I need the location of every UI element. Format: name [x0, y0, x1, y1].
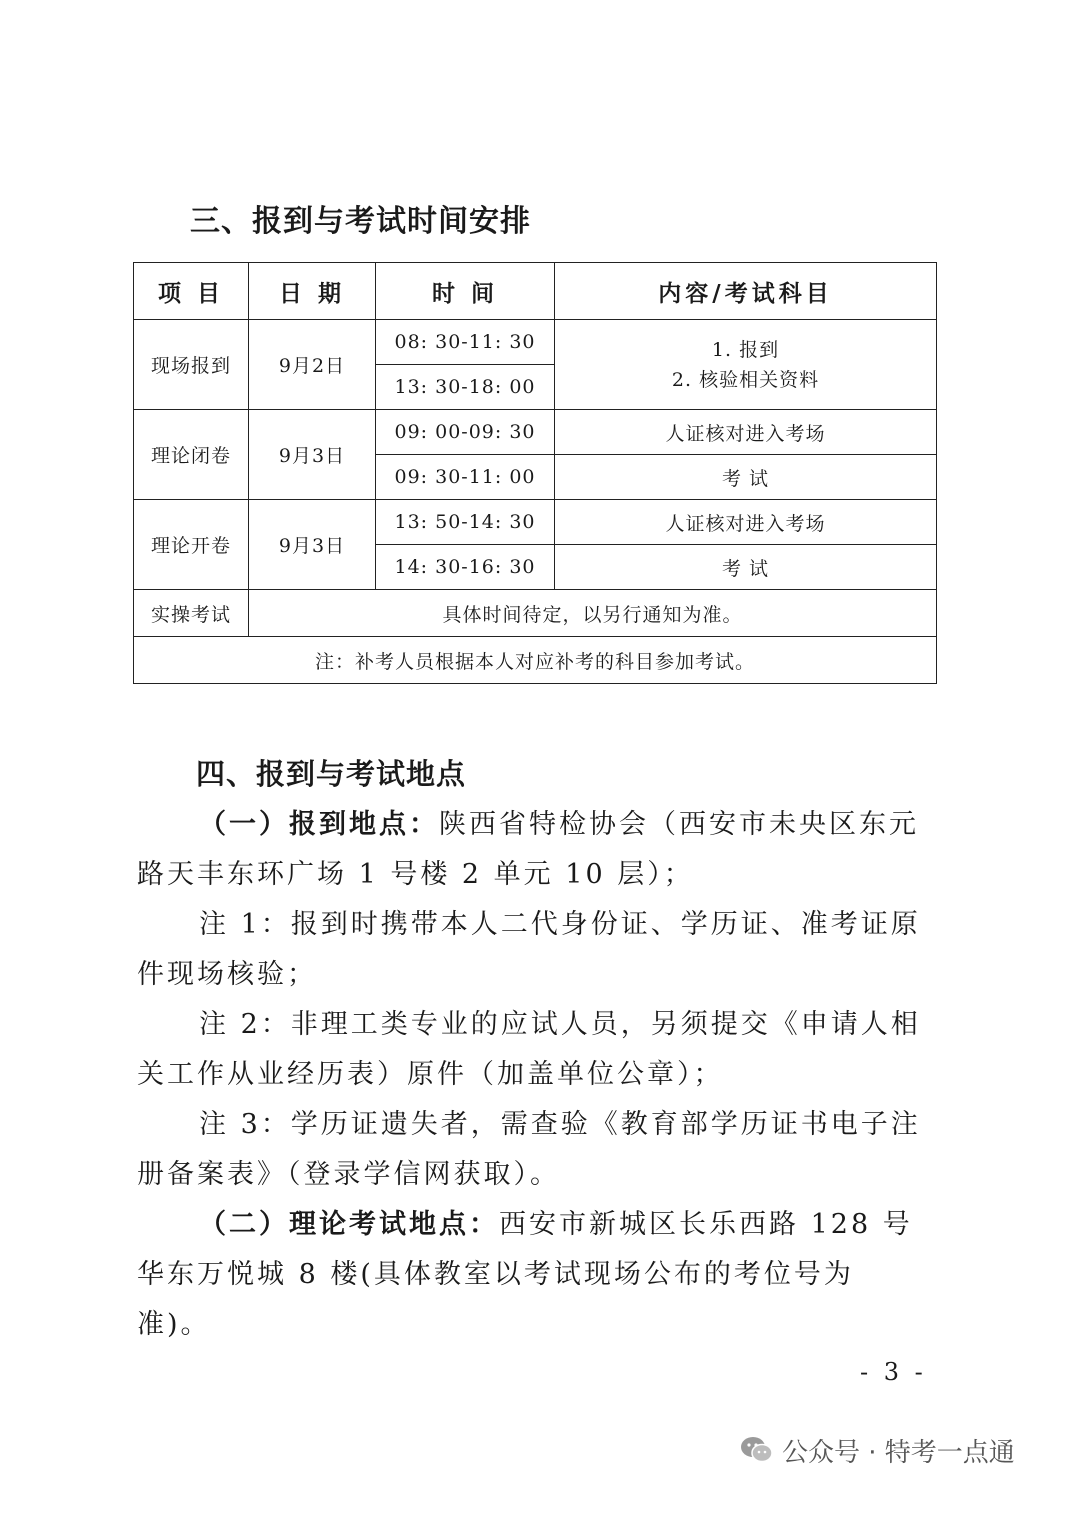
row-content: 人证核对进入考场 [555, 500, 937, 545]
registration-location [137, 800, 927, 900]
exam-location [137, 1200, 927, 1350]
exam-location-label: （二）理论考试地点： [199, 1209, 499, 1240]
table-row [134, 320, 937, 365]
table-row-practical [134, 590, 937, 637]
page-number: - 3 - [860, 1358, 927, 1386]
row-content [555, 320, 937, 410]
registration-location-text: 陕西省特检协会（西安市未央区东元路天丰东环广场 1 号楼 2 单元 10 层）； [137, 809, 919, 890]
table-row [134, 500, 937, 545]
row-content: 考 试 [555, 545, 937, 590]
row-time: 14: 30-16: 30 [376, 545, 555, 590]
practical-item: 实操考试 [134, 590, 249, 637]
note-2: 注 2：非理工类专业的应试人员，另须提交《申请人相关工作从业经历表）原件（加盖单位公章）； [137, 1009, 921, 1090]
row-time: 13: 30-18: 00 [376, 365, 555, 410]
registration-location-label: （一）报到地点： [199, 809, 439, 840]
table-row [134, 410, 937, 455]
content-line: 1. 报到 [711, 338, 780, 361]
section-4-title: 四、报到与考试地点 [196, 757, 467, 791]
row-item: 现场报到 [134, 320, 249, 410]
row-time: 09: 00-09: 30 [376, 410, 555, 455]
note-3: 注 3：学历证遗失者，需查验《教育部学历证书电子注册备案表》（登录学信网获取）。 [137, 1109, 921, 1190]
table-note: 注：补考人员根据本人对应补考的科目参加考试。 [134, 637, 937, 684]
exam-location-text: 西安市新城区长乐西路 128 号华东万悦城 8 楼(具体教室以考试现场公布的考位号为准)。 [137, 1209, 913, 1340]
section-3-title: 三、报到与考试时间安排 [190, 204, 531, 239]
header-content: 内容/考试科目 [555, 263, 937, 320]
schedule-table [133, 262, 937, 684]
header-time: 时 间 [376, 263, 555, 320]
note-1: 注 1：报到时携带本人二代身份证、学历证、准考证原件现场核验； [137, 909, 921, 990]
table-header-row [134, 263, 937, 320]
footer-watermark [740, 1430, 1015, 1470]
row-date: 9月2日 [249, 320, 376, 410]
header-date: 日 期 [249, 263, 376, 320]
table-row-note [134, 637, 937, 684]
row-item: 理论开卷 [134, 500, 249, 590]
row-content: 人证核对进入考场 [555, 410, 937, 455]
row-content: 考 试 [555, 455, 937, 500]
wechat-icon [740, 1436, 774, 1464]
practical-text: 具体时间待定，以另行通知为准。 [249, 590, 937, 637]
row-time: 09: 30-11: 00 [376, 455, 555, 500]
header-item: 项 目 [134, 263, 249, 320]
row-time: 13: 50-14: 30 [376, 500, 555, 545]
row-date: 9月3日 [249, 410, 376, 500]
footer-text: 公众号 · 特考一点通 [782, 1437, 1015, 1468]
row-date: 9月3日 [249, 500, 376, 590]
row-item: 理论闭卷 [134, 410, 249, 500]
row-time: 08: 30-11: 30 [376, 320, 555, 365]
content-line: 2. 核验相关资料 [671, 368, 820, 391]
